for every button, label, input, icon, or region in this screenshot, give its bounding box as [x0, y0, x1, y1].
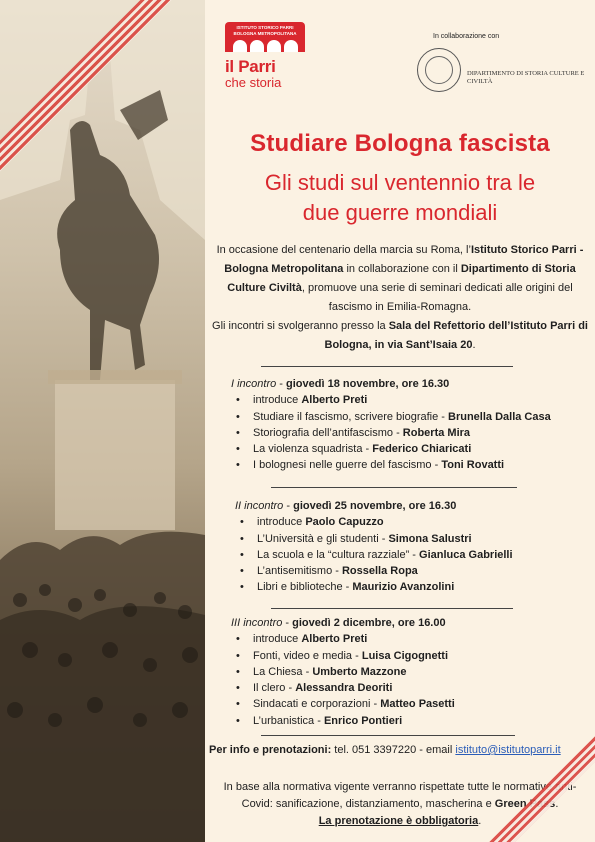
subtitle-line-2: due guerre mondiali	[302, 200, 498, 225]
list-item: • L’urbanistica - Enrico Pontieri	[231, 713, 455, 729]
list-item: • Fonti, video e media - Luisa Cigognetti	[231, 648, 455, 664]
logo-badge	[225, 22, 305, 52]
list-item: • L’antisemitismo - Rossella Ropa	[235, 563, 513, 579]
meeting-date: giovedì 25 novembre, ore 16.30	[293, 500, 457, 512]
intro-text-c: in collaborazione con il	[343, 263, 461, 275]
list-item: • Libri e biblioteche - Maurizio Avanzolini	[235, 579, 513, 595]
meeting-ordinal: I incontro	[231, 378, 277, 390]
meeting-heading: II incontro - giovedì 25 novembre, ore 16.30	[235, 500, 457, 512]
venue-highlight: Sala del Refettorio dell’Istituto Parri di Bologna, in via Sant’Isaia 20	[324, 320, 588, 351]
divider	[261, 735, 515, 736]
email-link[interactable]: istituto@istitutoparri.it	[455, 744, 561, 756]
intro-paragraph-2	[211, 317, 589, 355]
meeting-date: giovedì 18 novembre, ore 16.30	[286, 378, 450, 390]
contact-info	[209, 744, 561, 756]
subtitle-line-1: Gli studi sul ventennio tra le	[264, 170, 536, 195]
university-seal-icon	[417, 48, 461, 92]
divider	[271, 487, 517, 488]
department-name: DIPARTIMENTO DI STORIA CULTURE E CIVILTÀ	[467, 70, 585, 85]
list-item: • introduce Paolo Capuzzo	[235, 514, 513, 530]
divider	[271, 608, 513, 609]
arches-icon	[229, 40, 301, 52]
page-subtitle	[205, 168, 595, 228]
list-item: • Il clero - Alessandra Deoriti	[231, 680, 455, 696]
meeting-ordinal: II incontro	[235, 500, 284, 512]
logo-name: il Parri	[225, 57, 276, 76]
list-item: • Storiografia dell’antifascismo - Roberta Mira	[231, 425, 551, 441]
list-item: • introduce Alberto Preti	[231, 392, 551, 408]
list-item: • La violenza squadrista - Federico Chiaricati	[231, 441, 551, 457]
rules-end: .	[478, 815, 482, 827]
list-item: • Studiare il fascismo, scrivere biografie - Brunella Dalla Casa	[231, 409, 551, 425]
meeting-heading: III incontro - giovedì 2 dicembre, ore 16.00	[231, 617, 446, 629]
parri-logo	[225, 22, 311, 89]
list-item: • Sindacati e corporazioni - Matteo Pasetti	[231, 696, 455, 712]
green-pass: Green Pass	[494, 798, 556, 810]
rules-text: In base alla normativa vigente verranno rispettate tutte le normative anti-Covid: sanificazione, distanziamento, mascherina e	[223, 781, 577, 810]
contact-details: tel. 051 3397220 - email	[331, 744, 456, 756]
venue-text-a: Gli incontri si svolgeranno presso la	[212, 320, 389, 332]
intro-text-a: In occasione del centenario della marcia su Roma, l’	[216, 244, 471, 256]
booking-mandatory: La prenotazione è obbligatoria	[318, 815, 479, 827]
meeting-2	[235, 498, 513, 596]
logo-badge-text: ISTITUTO STORICO PARRI BOLOGNA METROPOLITANA	[233, 25, 297, 36]
venue-text-c: .	[472, 339, 476, 351]
intro-text-e: , promuove una serie di seminari dedicati alle origini del fascismo in Emilia-Romagna.	[301, 282, 573, 313]
list-item: • La scuola e la “cultura razziale” - Gianluca Gabrielli	[235, 547, 513, 563]
rules-punct: .	[555, 798, 559, 810]
poster-content	[205, 0, 595, 842]
collaboration-label: In collaborazione con	[433, 33, 500, 40]
intro-paragraph-1	[211, 241, 589, 317]
meeting-1	[231, 376, 551, 474]
divider	[261, 366, 513, 367]
list-item: • La Chiesa - Umberto Mazzone	[231, 664, 455, 680]
list-item: • introduce Alberto Preti	[231, 631, 455, 647]
logo-tagline: che storia	[225, 75, 282, 90]
page-title: Studiare Bologna fascista	[250, 130, 550, 157]
intro-text	[211, 241, 589, 355]
department-highlight: Dipartimento di Storia Culture Civiltà	[227, 263, 576, 294]
meeting-heading: I incontro - giovedì 18 novembre, ore 16.30	[231, 378, 450, 390]
meeting-date: giovedì 2 dicembre, ore 16.00	[292, 617, 446, 629]
meeting-ordinal: III incontro	[231, 617, 283, 629]
contact-label: Per info e prenotazioni:	[209, 744, 332, 756]
list-item: • I bolognesi nelle guerre del fascismo - Toni Rovatti	[231, 457, 551, 473]
institute-name: Istituto Storico Parri - Bologna Metropolitana	[224, 244, 584, 275]
meeting-3	[231, 615, 455, 729]
list-item: • L’Università e gli studenti - Simona Salustri	[235, 531, 513, 547]
